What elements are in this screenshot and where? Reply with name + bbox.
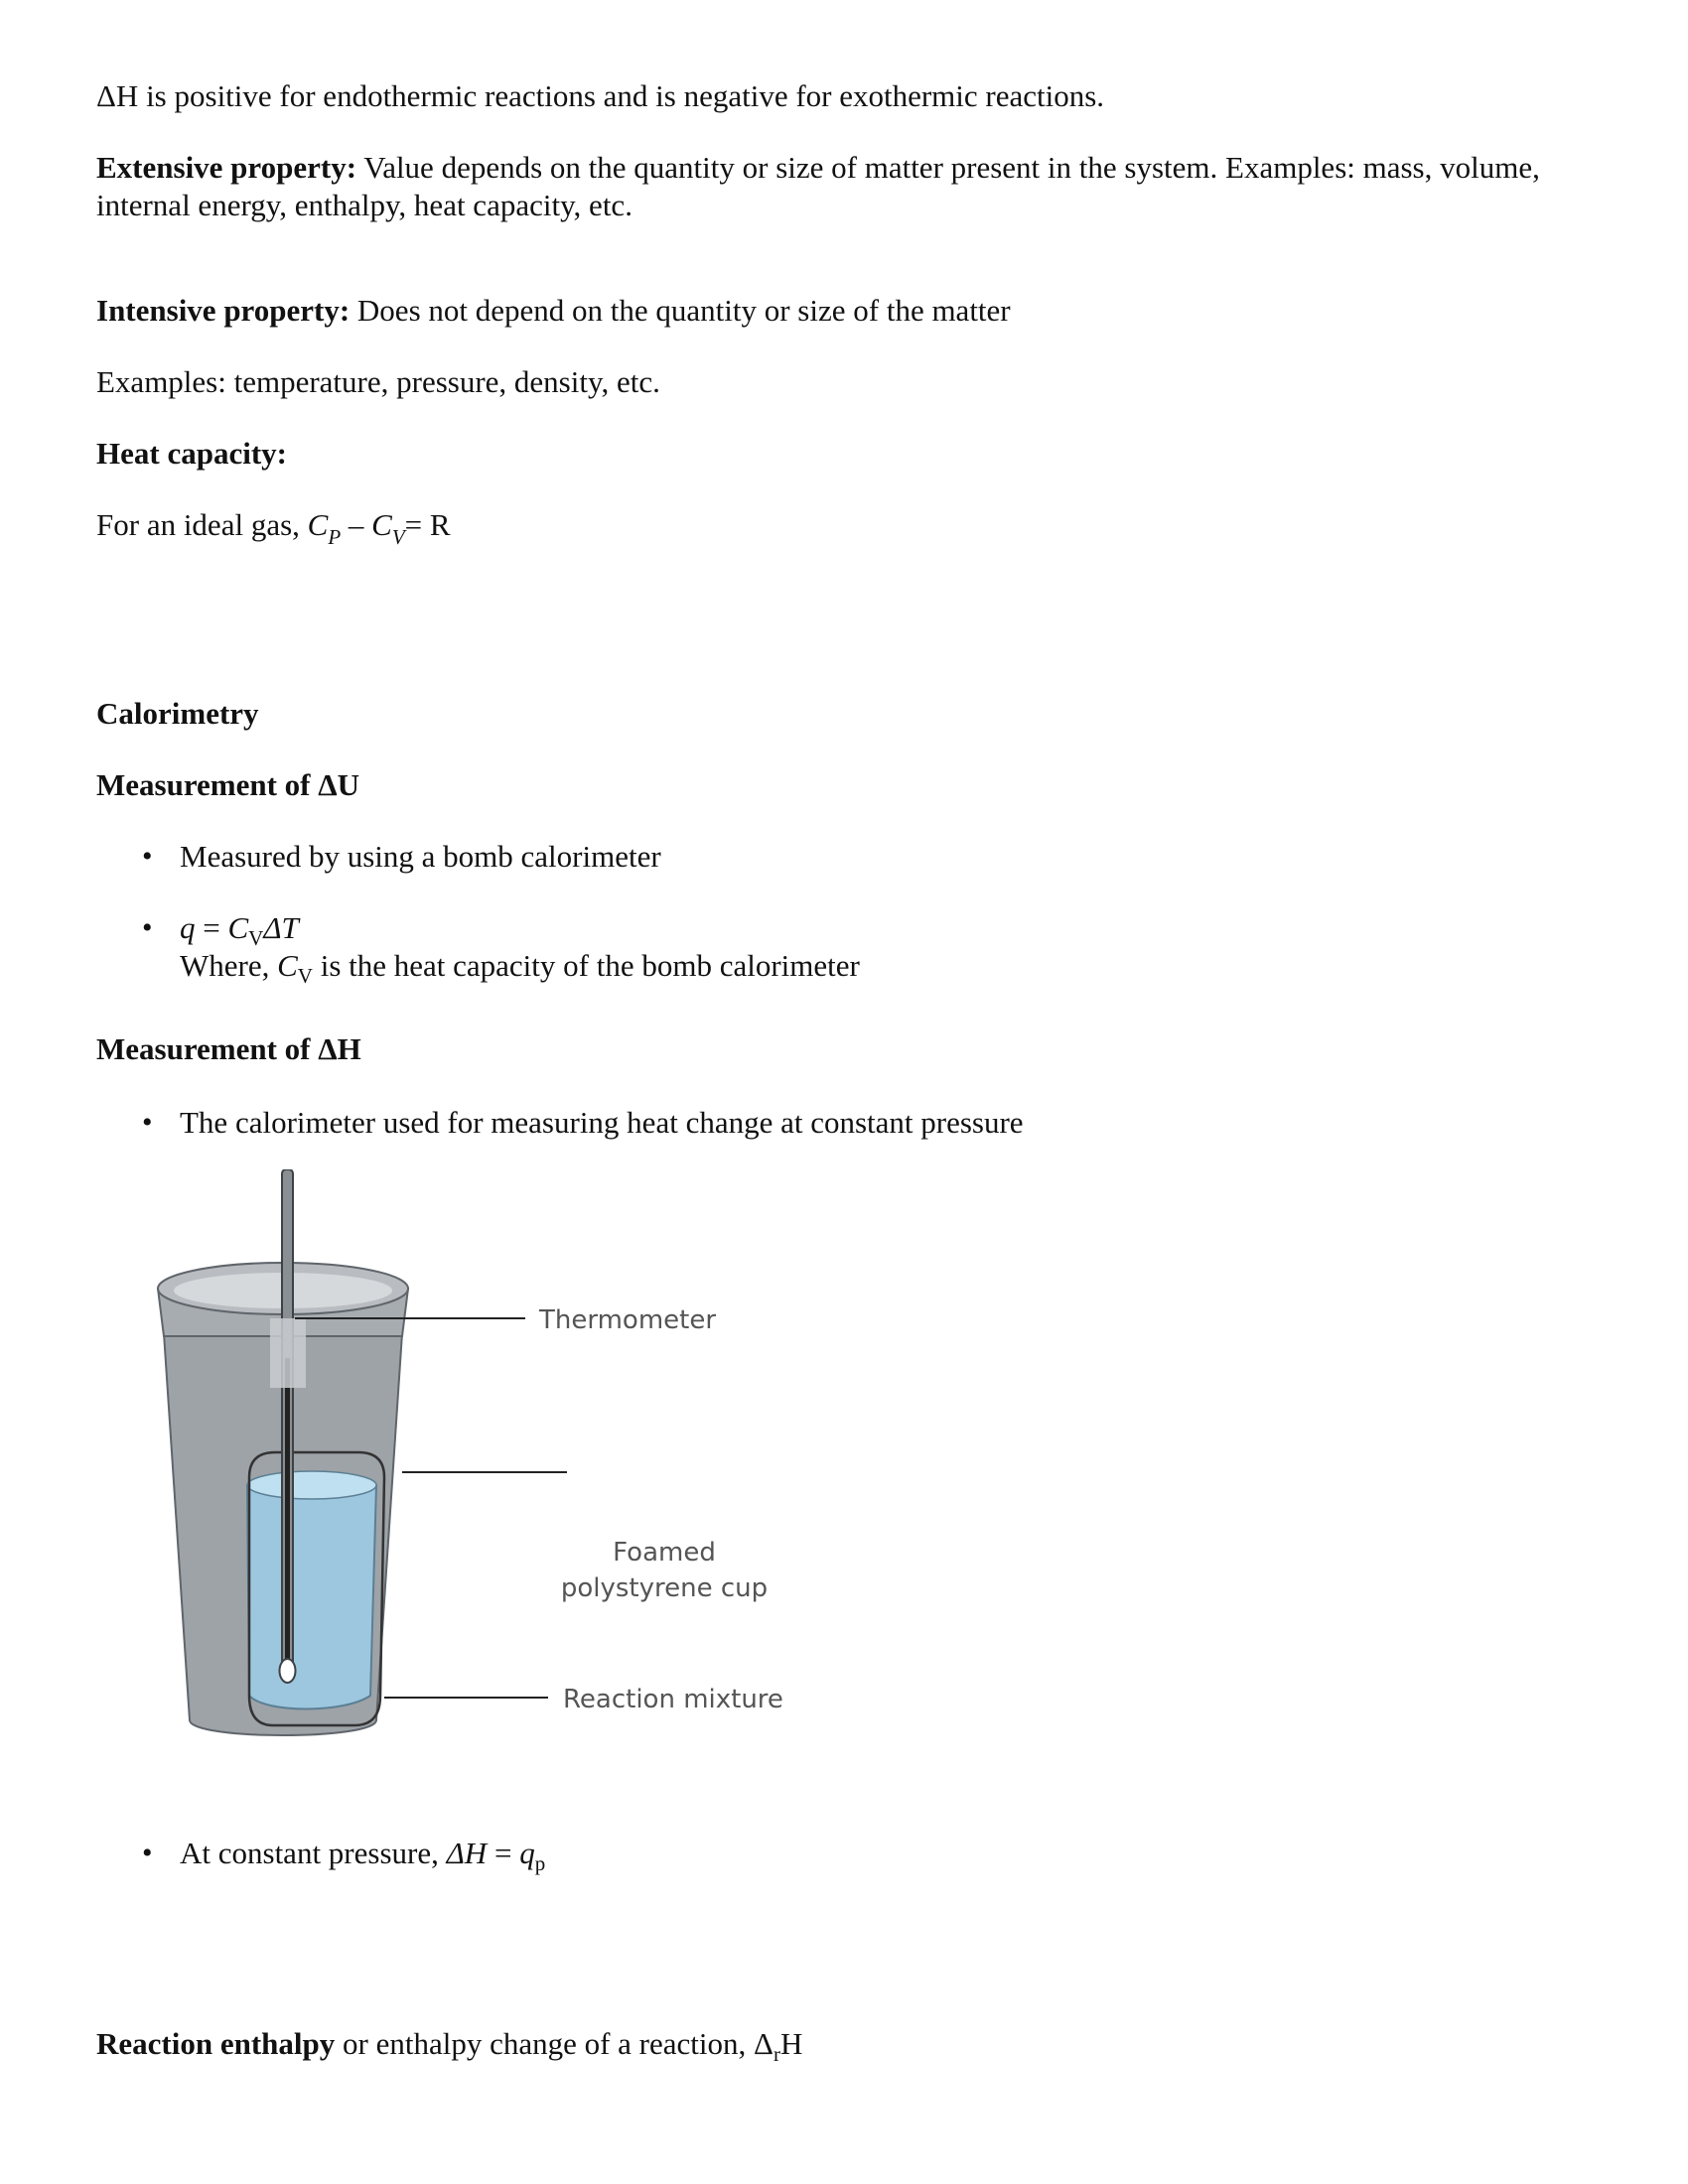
where-c-symbol: C: [277, 948, 298, 983]
q-symbol: q: [180, 910, 196, 945]
c-symbol: C: [227, 910, 249, 945]
reaction-enthalpy-paragraph: [96, 2025, 803, 2066]
extensive-property-paragraph: [96, 149, 1566, 224]
bomb-calorimeter-bullet: • Measured by using a bomb calorimeter: [96, 838, 661, 876]
qp-symbol: q: [519, 1836, 535, 1870]
equals-r: = R: [404, 507, 451, 542]
thermometer-bulb: [280, 1659, 296, 1683]
calorimetry-heading: Calorimetry: [96, 696, 259, 731]
ideal-gas-prefix: For an ideal gas,: [96, 507, 308, 542]
constant-pressure-equation-bullet: [96, 1835, 546, 1875]
cup-label-line1: Foamed: [613, 1538, 716, 1568]
q-equals: =: [195, 910, 228, 945]
intensive-property-label: Intensive property:: [96, 293, 351, 328]
cup-label-line2: polystyrene cup: [560, 1573, 769, 1603]
reaction-enthalpy-label: Reaction enthalpy: [96, 2026, 336, 2061]
ideal-gas-equation: [96, 506, 451, 549]
reaction-enthalpy-h: H: [779, 2026, 803, 2061]
delta-t-symbol: ΔT: [263, 910, 299, 945]
reaction-mixture-liquid: [247, 1485, 376, 1709]
extensive-property-text: Value depends on the quantity or size of matter present in the system. Examples: mass, volume, internal energy, enthalpy, heat capacity, etc.: [96, 150, 1540, 222]
const-p-equals: =: [487, 1836, 520, 1870]
reaction-enthalpy-subscript: r: [773, 2042, 780, 2066]
measurement-du-heading: Measurement of ΔU: [96, 767, 360, 802]
thermometer-column: [285, 1358, 290, 1666]
reaction-enthalpy-text: or enthalpy change of a reaction, Δ: [335, 2026, 774, 2061]
c-subscript: V: [248, 926, 264, 950]
cp-subscript: P: [328, 525, 342, 549]
heat-capacity-bullet: [96, 909, 860, 988]
extensive-property-label: Extensive property:: [96, 150, 357, 185]
where-prefix: Where,: [180, 948, 278, 983]
constant-pressure-bullet: • The calorimeter used for measuring heat change at constant pressure: [96, 1104, 1024, 1142]
heat-capacity-heading: Heat capacity:: [96, 436, 287, 471]
liquid-surface: [247, 1471, 376, 1499]
qp-subscript: p: [534, 1851, 546, 1875]
intensive-property-paragraph: [96, 292, 1011, 330]
intensive-property-text: Does not depend on the quantity or size of the matter: [350, 293, 1011, 328]
delta-h-symbol: ΔH: [446, 1836, 488, 1870]
mixture-label: Reaction mixture: [563, 1685, 783, 1714]
intensive-examples: Examples: temperature, pressure, density, etc.: [96, 364, 660, 399]
coffee-cup-calorimeter-diagram: [146, 1169, 841, 1884]
minus-sign: –: [341, 507, 372, 542]
where-suffix: is the heat capacity of the bomb calorimeter: [312, 948, 860, 983]
cv-subscript: V: [391, 525, 405, 549]
where-c-subscript: V: [297, 964, 313, 988]
cp-symbol: C: [307, 507, 329, 542]
thermometer-label: Thermometer: [539, 1305, 717, 1335]
delta-h-sign-paragraph: ΔH is positive for endothermic reactions and is negative for exothermic reactions.: [96, 78, 1105, 113]
const-p-prefix: At constant pressure,: [180, 1836, 447, 1870]
cv-symbol: C: [371, 507, 392, 542]
thermometer-stopper: [270, 1318, 306, 1388]
measurement-dh-heading: Measurement of ΔH: [96, 1031, 361, 1066]
